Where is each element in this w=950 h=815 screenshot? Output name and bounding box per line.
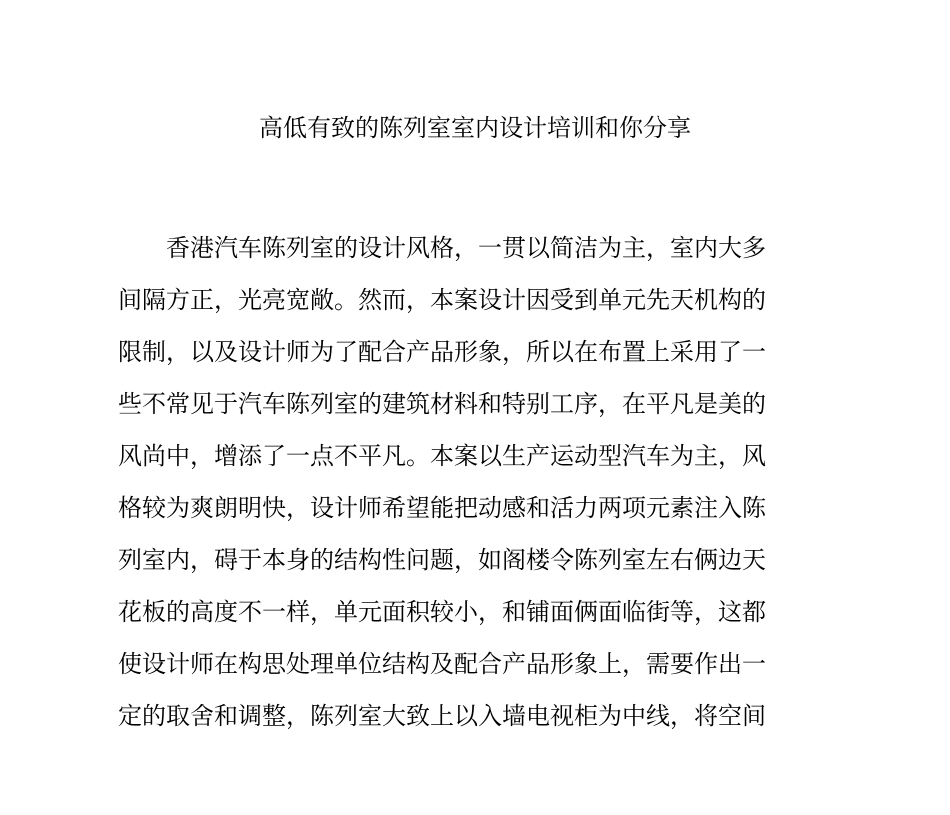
paragraph-line: 限制，以及设计师为了配合产品形象，所以在布置上采用了一 [118, 338, 766, 366]
paragraph-line: 香港汽车陈列室的设计风格，一贯以简洁为主，室内大多 [166, 234, 766, 262]
paragraph-line: 花板的高度不一样，单元面积较小，和铺面俩面临街等，这都 [118, 598, 766, 626]
paragraph-line: 间隔方正，光亮宽敞。然而，本案设计因受到单元先天机构的 [118, 286, 766, 314]
document-title: 高低有致的陈列室室内设计培训和你分享 [259, 114, 691, 142]
document-body [118, 222, 838, 742]
paragraph-line: 定的取舍和调整，陈列室大致上以入墙电视柜为中线，将空间 [118, 702, 766, 730]
paragraph-line: 风尚中，增添了一点不平凡。本案以生产运动型汽车为主，风 [118, 442, 766, 470]
paragraph-line: 些不常见于汽车陈列室的建筑材料和特别工序，在平凡是美的 [118, 390, 766, 418]
paragraph-line: 列室内，碍于本身的结构性问题，如阁楼令陈列室左右俩边天 [118, 546, 766, 574]
paragraph-line: 使设计师在构思处理单位结构及配合产品形象上，需要作出一 [118, 650, 766, 678]
paragraph-line: 格较为爽朗明快，设计师希望能把动感和活力两项元素注入陈 [118, 494, 766, 522]
